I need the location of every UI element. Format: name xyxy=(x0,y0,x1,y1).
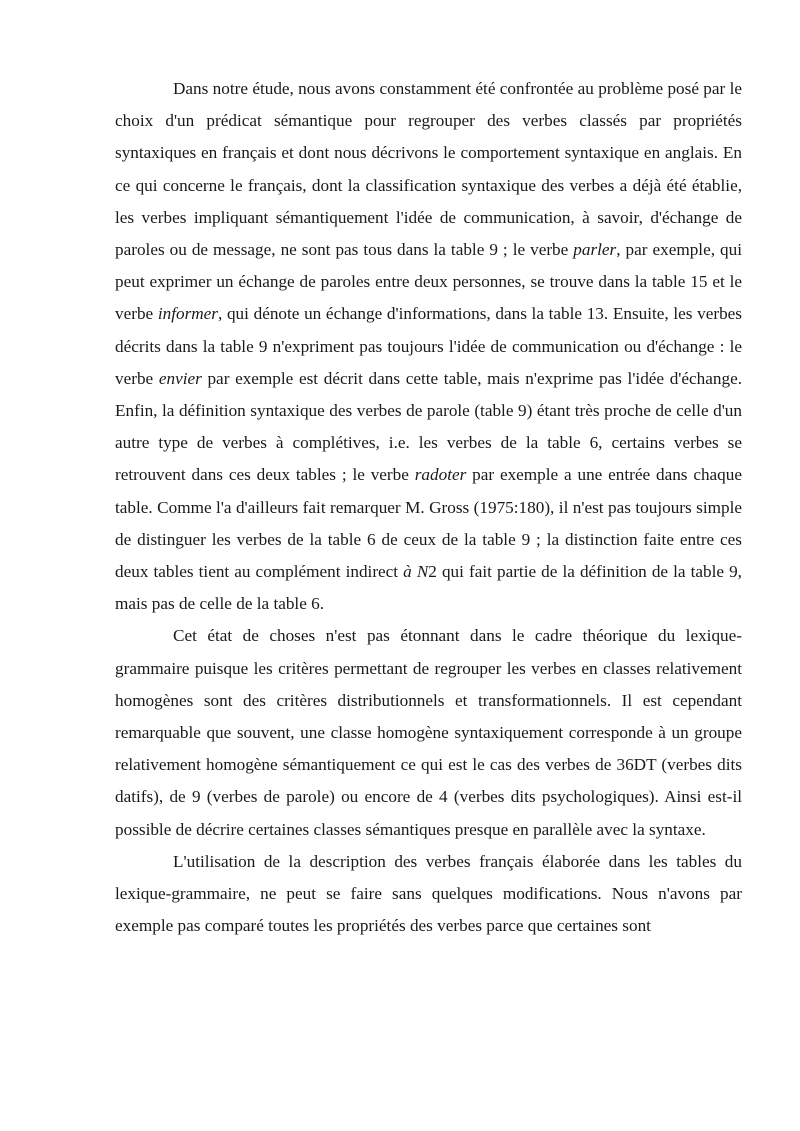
text-run: L'utilisation de la description des verbes français élaborée dans les tables du lexique-grammaire, ne peut se faire sans quelques modifications. Nous n'avons par exemple pas comparé toutes les propriétés des verbes parce que certaines sont xyxy=(115,851,742,936)
italic-term-envier: envier xyxy=(158,368,202,388)
text-run: 2 qui fait partie de la définition de la table 9, mais pas de celle de la table 6. xyxy=(115,562,742,614)
text-run: par exemple a une entrée dans chaque table. Comme l'a d'ailleurs fait remarquer M. Gross (1975:180), il n'est pas toujours simple de distinguer les verbes de la table 6 de ceux de la table 9 ; la distinction faite entre ces deux tables tient au complément indirect xyxy=(115,465,742,582)
text-run: Dans notre étude, nous avons constamment été confrontée au problème posé par le choix d'un prédicat sémantique pour regrouper des verbes classés par propriétés syntaxiques en français et dont nous décrivons le comportement syntaxique en anglais. En ce qui concerne le français, dont la classification syntaxique des verbes a déjà été établie, les verbes impliquant sémantiquement l'idée de communication, à savoir, d'échange de paroles ou de message, ne sont pas tous dans la table 9 ; le verbe xyxy=(115,79,742,260)
italic-term-informer: informer xyxy=(157,304,218,324)
italic-term-parler: parler xyxy=(573,240,617,260)
text-run: , par exemple, qui peut exprimer un échange de paroles entre deux personnes, se trouve dans la table 15 et le verbe xyxy=(115,240,742,324)
text-run: Cet état de choses n'est pas étonnant dans le cadre théorique du lexique-grammaire puisque les critères permettant de regrouper les verbes en classes relativement homogènes sont des critères distributionnels et transformationnels. Il est cependant remarquable que souvent, une classe homogène syntaxiquement corresponde à un groupe relativement homogène sémantiquement ce qui est le cas des verbes de 36DT (verbes dits datifs), de 9 (verbes de parole) ou encore de 4 (verbes dits psychologiques). Ainsi est-il possible de décrire certaines classes sémantiques presque en parallèle avec la syntaxe. xyxy=(115,626,742,839)
italic-term-a-n: à N xyxy=(403,562,429,582)
paragraph-2 xyxy=(115,620,742,845)
paragraph-3 xyxy=(115,846,742,943)
paragraph-1 xyxy=(115,73,742,620)
italic-term-radoter: radoter xyxy=(414,465,467,485)
text-run: par exemple est décrit dans cette table, mais n'exprime pas l'idée d'échange. Enfin, la définition syntaxique des verbes de parole (table 9) étant très proche de celle d'un autre type de verbes à complétives, i.e. les verbes de la table 6, certains verbes se retrouvent dans ces deux tables ; le verbe xyxy=(115,368,742,485)
text-run: , qui dénote un échange d'informations, dans la table 13. Ensuite, les verbes décrits dans la table 9 n'expriment pas toujours l'idée de communication ou d'échange : le verbe xyxy=(115,304,742,388)
body-text xyxy=(115,73,742,942)
